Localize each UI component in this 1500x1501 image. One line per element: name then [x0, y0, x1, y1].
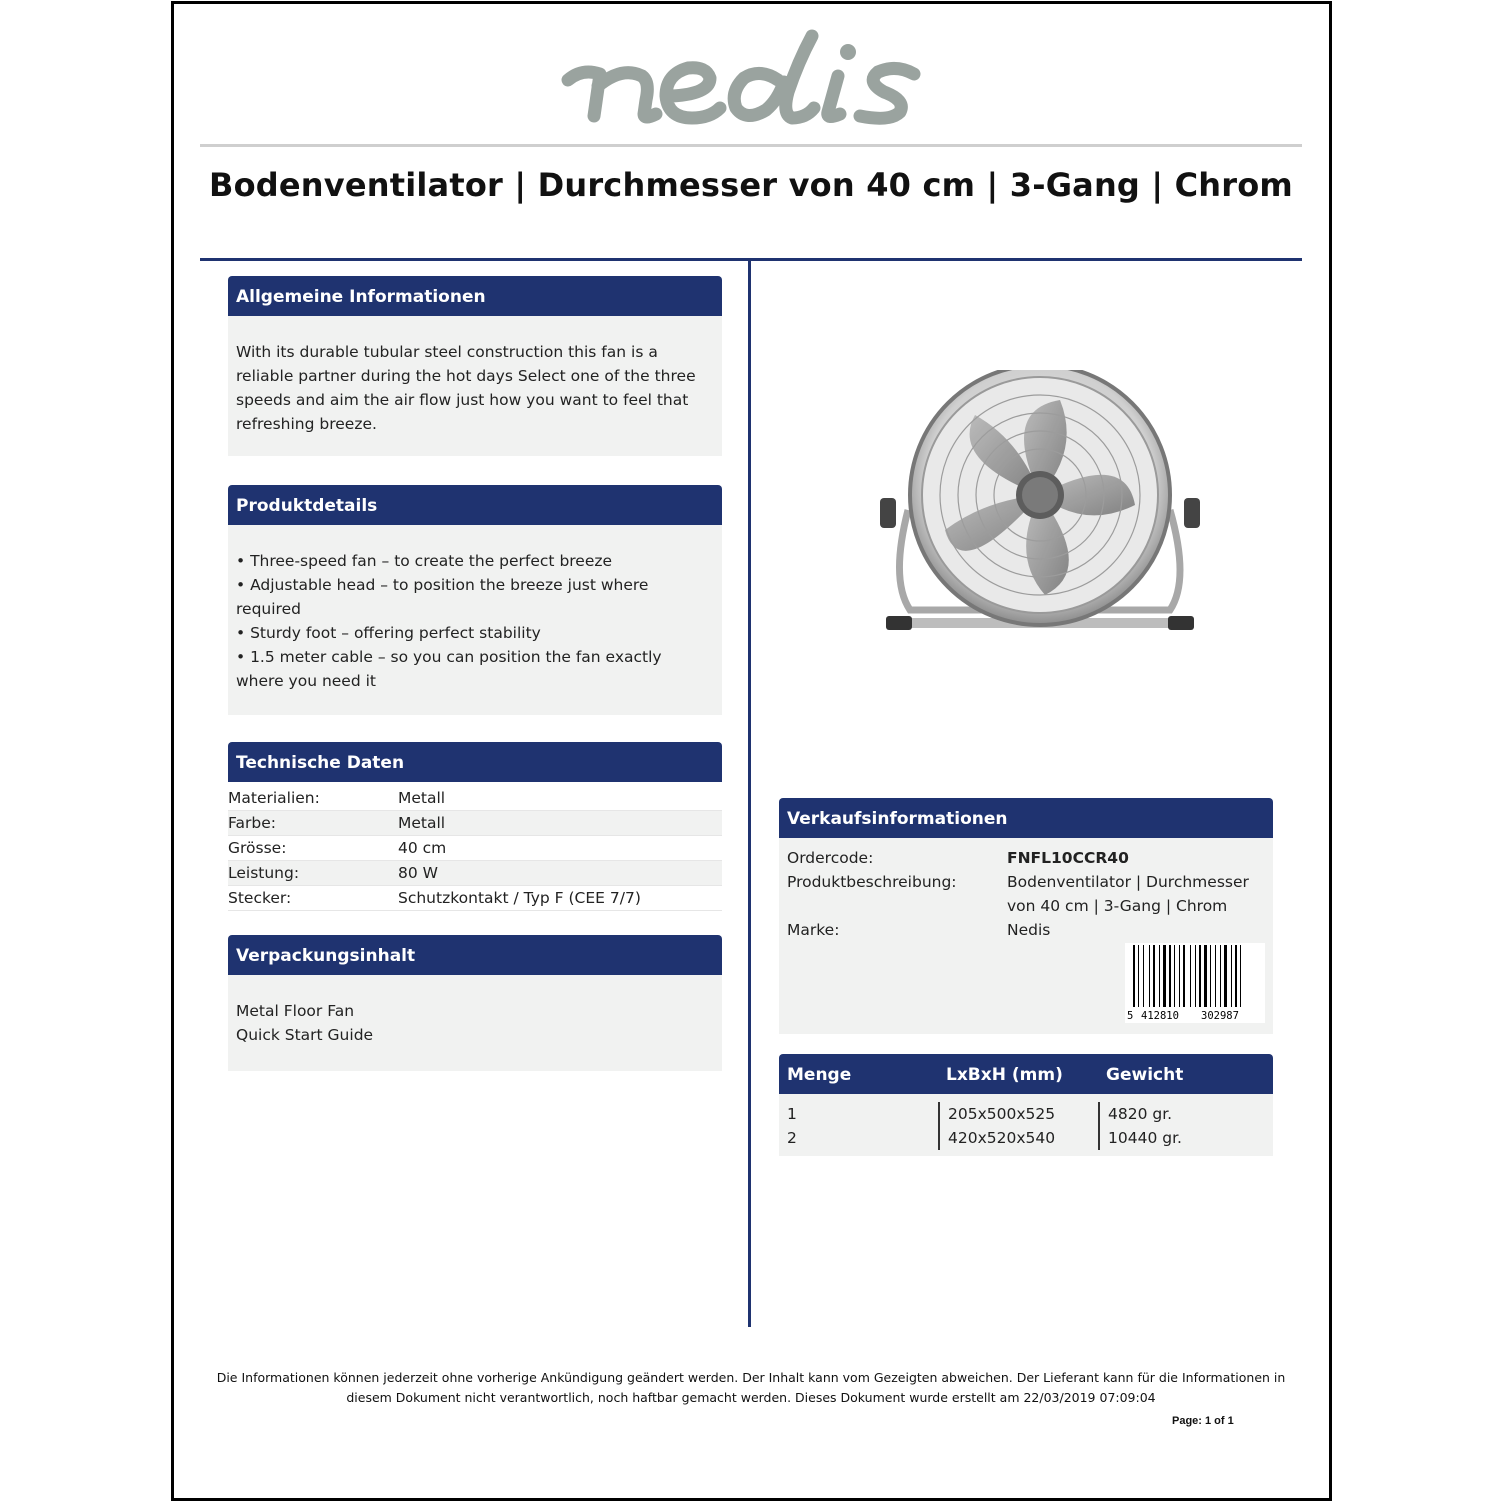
barcode-bar: [1199, 945, 1201, 1007]
bullet-item: • Adjustable head – to position the breeze just where: [236, 576, 649, 594]
barcode-bar: [1149, 945, 1150, 1007]
product-details-list: [228, 525, 722, 715]
general-info-text: [228, 316, 722, 456]
spec-label: Materialien:: [228, 789, 320, 807]
spec-value: Metall: [398, 789, 446, 807]
barcode-bar: [1174, 945, 1175, 1007]
spec-value: 80 W: [398, 864, 438, 882]
spec-value: Metall: [398, 814, 446, 832]
barcode-bar: [1163, 945, 1166, 1007]
svg-text:nedis: nedis: [560, 22, 563, 23]
table-cell: 205x500x525: [938, 1102, 1098, 1126]
table-header: [779, 1054, 1273, 1094]
column-header: Gewicht: [1106, 1065, 1184, 1085]
column-divider: [748, 261, 751, 1327]
barcode-bar: [1204, 945, 1207, 1007]
table-cell: 420x520x540: [938, 1126, 1098, 1150]
sales-row: [787, 918, 1265, 942]
barcode-bar: [1195, 945, 1196, 1007]
spec-value: Schutzkontakt / Typ F (CEE 7/7): [398, 889, 641, 907]
nedis-logo: [560, 22, 970, 132]
table-body: [779, 1094, 1273, 1156]
table-cell: 10440 gr.: [1098, 1126, 1273, 1150]
barcode-bar: [1210, 945, 1211, 1007]
section-heading: Technische Daten: [228, 742, 722, 782]
package-contents-section: [228, 935, 722, 1071]
page-number: Page: 1 of 1: [1172, 1415, 1234, 1427]
table-row: [228, 786, 722, 811]
tech-data-section: [228, 742, 722, 911]
bullet-item: • 1.5 meter cable – so you can position the fan exactly: [236, 648, 662, 666]
column-header: Menge: [787, 1065, 852, 1085]
barcode-bar: [1235, 945, 1237, 1007]
barcode-digits-right: 302987: [1201, 1010, 1239, 1022]
product-details-section: [228, 485, 722, 715]
table-cell: 1: [787, 1105, 797, 1123]
spec-label: Stecker:: [228, 889, 292, 907]
package-contents-list: [228, 975, 722, 1071]
footer-disclaimer: [200, 1368, 1302, 1408]
table-row: [228, 861, 722, 886]
section-heading: Allgemeine Informationen: [228, 276, 722, 316]
list-item: Metal Floor Fan: [236, 1002, 355, 1020]
barcode-bar: [1133, 945, 1135, 1007]
list-item: Quick Start Guide: [236, 1026, 374, 1044]
table-cell: 4820 gr.: [1098, 1102, 1273, 1126]
title-divider: [200, 258, 1302, 261]
section-heading: Verpackungsinhalt: [228, 935, 722, 975]
barcode-bar: [1143, 945, 1144, 1007]
footer-line: Die Informationen können jederzeit ohne vorherige Ankündigung geändert werden. Der Inhalt kann vom Gezeigten abweichen. Der Lieferant kann für die Informationen in: [216, 1370, 1286, 1385]
table-row: [228, 836, 722, 861]
page-title: Bodenventilator | Durchmesser von 40 cm | 3-Gang | Chrom: [209, 166, 1293, 204]
barcode-bar: [1169, 945, 1171, 1007]
bullet-item: • Sturdy foot – offering perfect stability: [236, 624, 541, 642]
barcode-bar: [1183, 945, 1185, 1007]
spec-label: Leistung:: [228, 864, 300, 882]
barcode-digit-first: 5: [1127, 1010, 1134, 1022]
barcode-bar: [1220, 945, 1221, 1007]
sales-info-section: [779, 798, 1273, 1034]
ordercode-value: FNFL10CCR40: [1007, 849, 1129, 867]
table-row: [228, 811, 722, 836]
table-row: [228, 886, 722, 911]
ordercode-label: Ordercode:: [787, 849, 874, 867]
section-heading: Produktdetails: [228, 485, 722, 525]
product-image: [880, 370, 1200, 670]
text-line: speeds and aim the air flow just how you want to feel that: [236, 391, 689, 409]
sales-row: [787, 870, 1265, 918]
section-heading: Verkaufsinformationen: [779, 798, 1273, 838]
table-row: [779, 1102, 1273, 1126]
text-line: refreshing breeze.: [236, 415, 377, 433]
barcode-bar: [1138, 945, 1139, 1007]
brand-label: Marke:: [787, 921, 840, 939]
sales-info-body: [779, 838, 1273, 1034]
text-line: reliable partner during the hot days Select one of the three: [236, 367, 696, 385]
barcode-bar: [1179, 945, 1180, 1007]
barcode-digits-left: 412810: [1141, 1010, 1179, 1022]
table-row: [779, 1126, 1273, 1150]
spec-value: 40 cm: [398, 839, 447, 857]
footer-line: diesem Dokument nicht verantwortlich, noch haftbar gemacht werden. Dieses Dokument wurde erstellt am 22/03/2019 07:09:04: [346, 1390, 1156, 1405]
text-line: With its durable tubular steel construction this fan is a: [236, 343, 658, 361]
spec-label: Grösse:: [228, 839, 287, 857]
barcode: [1125, 943, 1265, 1023]
barcode-bar: [1215, 945, 1216, 1007]
description-line: von 40 cm | 3-Gang | Chrom: [1007, 897, 1228, 915]
bullet-item: where you need it: [236, 672, 376, 690]
barcode-bar: [1159, 945, 1160, 1007]
logo-divider: [200, 144, 1302, 147]
column-header: LxBxH (mm): [946, 1065, 1063, 1085]
spec-label: Farbe:: [228, 814, 276, 832]
brand-value: Nedis: [1007, 921, 1051, 939]
bullet-item: • Three-speed fan – to create the perfect breeze: [236, 552, 613, 570]
packing-table: [779, 1054, 1273, 1156]
description-label: Produktbeschreibung:: [787, 873, 957, 891]
description-line: Bodenventilator | Durchmesser: [1007, 873, 1249, 891]
barcode-bar: [1153, 945, 1155, 1007]
table-cell: 2: [787, 1129, 797, 1147]
tech-data-table: [228, 782, 722, 911]
sales-row: [787, 846, 1265, 870]
barcode-bar: [1224, 945, 1227, 1007]
barcode-bar: [1190, 945, 1191, 1007]
bullet-item: required: [236, 600, 301, 618]
general-info-section: [228, 276, 722, 456]
barcode-bar: [1240, 945, 1241, 1007]
description-value: [1007, 870, 1262, 918]
barcode-bar: [1231, 945, 1232, 1007]
